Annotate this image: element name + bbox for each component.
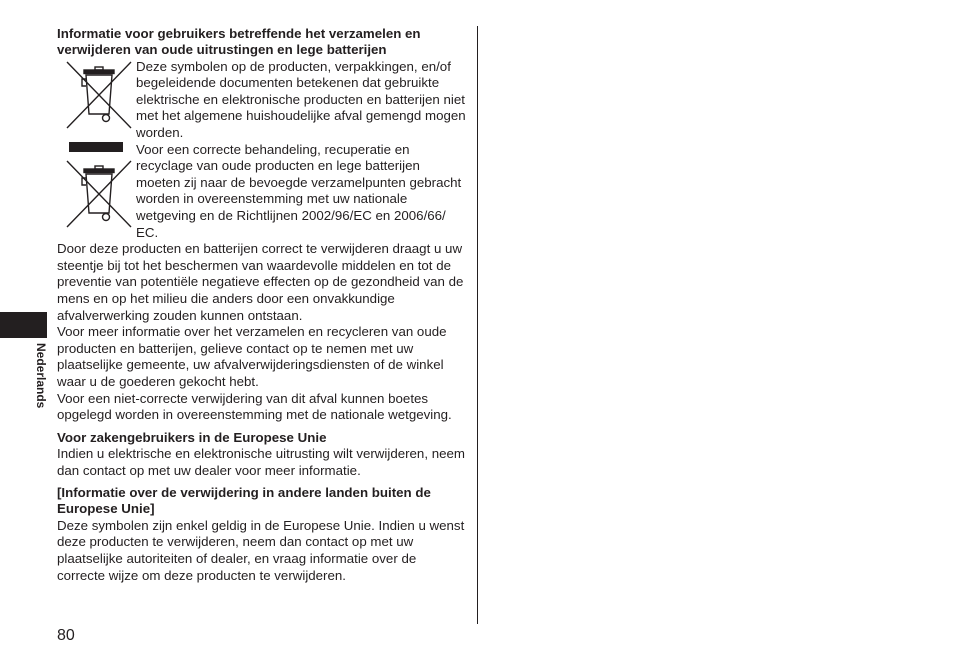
symbol-description-line: met het algemene huishoudelijke afval gemengd mogen [136, 108, 466, 124]
disposal-body-line: plaatselijke gemeente, uw afvalverwijderingsdiensten of de winkel [57, 357, 444, 373]
outside-eu-line: Deze symbolen zijn enkel geldig in de Europese Unie. Indien u wenst [57, 517, 465, 533]
business-users-line: dan contact op met uw dealer voor meer informatie. [57, 462, 361, 478]
outside-eu-heading-line: Europese Unie] [57, 501, 155, 517]
disposal-body-line: afvalverwerking zouden kunnen ontstaan. [57, 307, 303, 323]
business-users-line: Indien u elektrische en elektronische uitrusting wilt verwijderen, neem [57, 446, 465, 462]
column-divider [477, 26, 478, 624]
symbol-description [136, 59, 466, 242]
disposal-body-line: waar u de goederen gekocht hebt. [57, 374, 259, 390]
disposal-heading-line: Informatie voor gebruikers betreffende het verzamelen en [57, 25, 421, 41]
disposal-body [57, 241, 463, 424]
disposal-heading-line: verwijderen van oude uitrustingen en lege batterijen [57, 42, 387, 58]
disposal-body-line: steentje bij tot het beschermen van waardevolle middelen en tot de [57, 257, 451, 273]
disposal-body-line: opgelegd worden in overeenstemming met de nationale wetgeving. [57, 407, 452, 423]
disposal-body-line: Voor meer informatie over het verzamelen en recycleren van oude [57, 324, 447, 340]
symbol-description-line: wetgeving en de Richtlijnen 2002/96/EC en 2006/66/ [136, 208, 446, 224]
business-users-section [57, 430, 465, 480]
disposal-body-line: Voor een niet-correcte verwijdering van dit afval kunnen boetes [57, 390, 429, 406]
symbol-description-line: worden in overeenstemming met uw nationale [136, 191, 408, 207]
symbol-description-line: Deze symbolen op de producten, verpakkingen, en/of [136, 58, 451, 74]
disposal-body-line: preventie van potentiële negatieve effecten op de gezondheid van de [57, 274, 464, 290]
business-users-heading: Voor zakengebruikers in de Europese Unie [57, 429, 327, 445]
symbol-description-line: moeten zij naar de bevoegde verzamelpunten gebracht [136, 174, 462, 190]
outside-eu-line: deze producten te verwijderen, neem dan contact op met uw [57, 534, 414, 550]
outside-eu-heading-line: [Informatie over de verwijdering in andere landen buiten de [57, 484, 431, 500]
crossed-out-wheelie-bin-icon [66, 160, 132, 228]
crossed-out-wheelie-bin-icon [66, 61, 132, 129]
symbol-description-line: EC. [136, 224, 159, 240]
outside-eu-line: plaatselijke autoriteiten of dealer, en vraag informatie over de [57, 551, 417, 567]
solid-black-bar [69, 142, 123, 152]
symbol-description-line: Voor een correcte behandeling, recuperatie en [136, 141, 410, 157]
outside-eu-section [57, 485, 464, 585]
symbol-description-line: elektrische en elektronische producten en batterijen niet [136, 91, 465, 107]
language-tab [0, 312, 47, 338]
page-number: 80 [57, 627, 75, 644]
outside-eu-line: correcte wijze om deze producten te verwijderen. [57, 567, 346, 583]
disposal-body-line: Door deze producten en batterijen correct te verwijderen draagt u uw [57, 241, 463, 257]
symbol-description-line: recyclage van oude producten en lege batterijen [136, 158, 420, 174]
symbol-description-line: worden. [136, 125, 184, 141]
disposal-body-line: mens en op het milieu die anders door een onvakkundige [57, 291, 395, 307]
disposal-heading [57, 26, 421, 59]
disposal-body-line: producten en batterijen, gelieve contact op te nemen met uw [57, 340, 414, 356]
language-tab-label: Nederlands [34, 343, 48, 409]
symbol-description-line: begeleidende documenten betekenen dat gebruikte [136, 75, 440, 91]
